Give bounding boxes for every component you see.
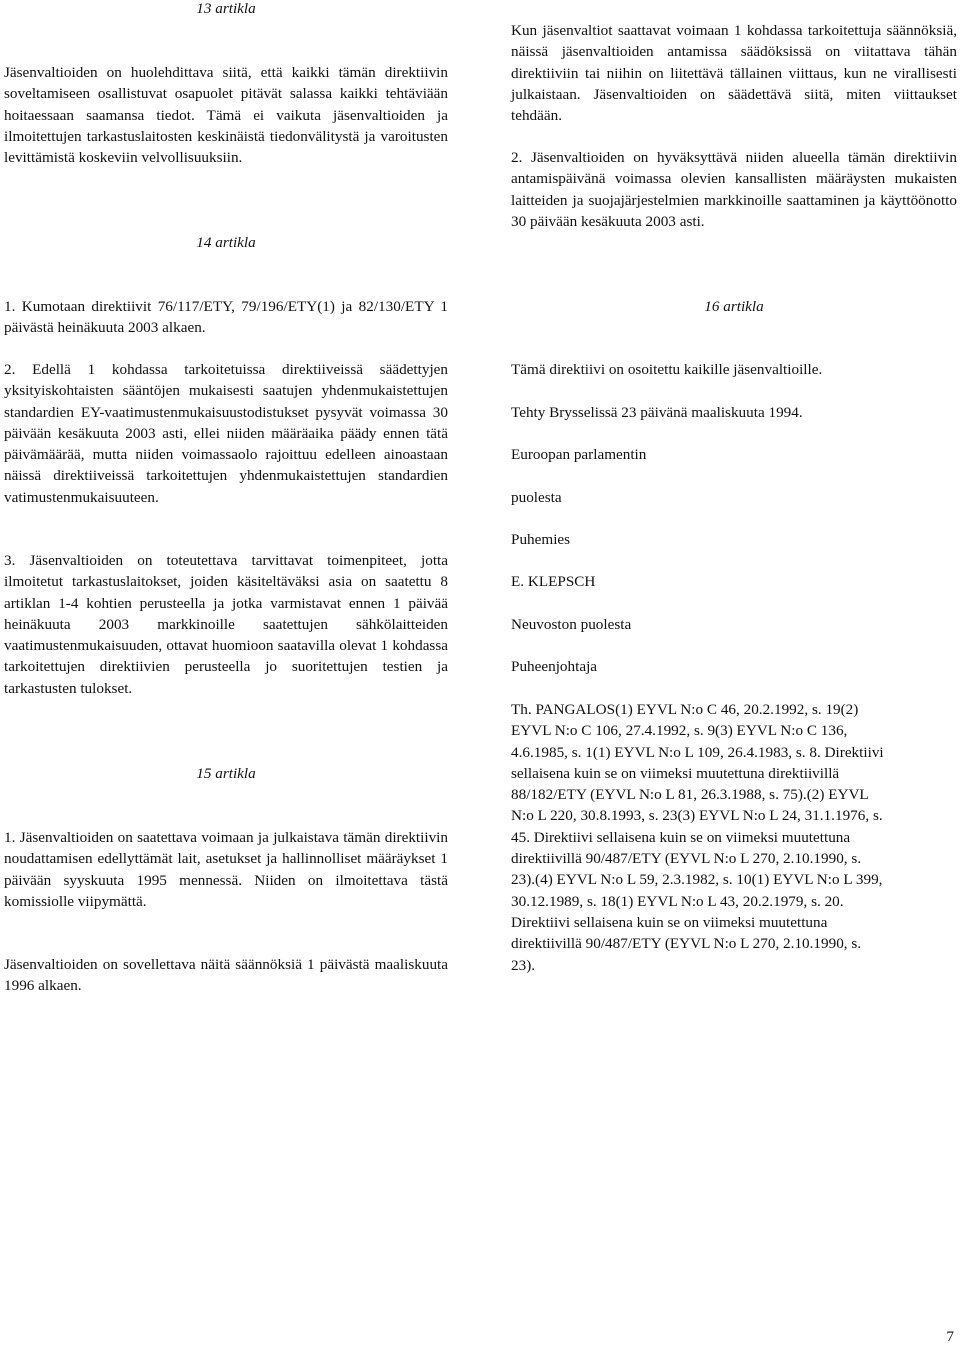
article-14-heading: 14 artikla xyxy=(196,234,256,251)
footnote-line: sellaisena kuin se on viimeksi muutettuna direktiivillä xyxy=(511,764,840,782)
footnote-line: 4.6.1985, s. 1(1) EYVL N:o L 109, 26.4.1983, s. 8. Direktiivi xyxy=(511,743,884,761)
footnote-line: N:o L 220, 30.8.1993, s. 23(3) EYVL N:o L 24, 31.1.1976, s. xyxy=(511,807,883,825)
footnote-line: 30.12.1989, s. 18(1) EYVL N:o L 43, 20.2.1979, s. 20. xyxy=(511,892,844,910)
article-15-heading: 15 artikla xyxy=(196,765,256,782)
place-and-date: Tehty Brysselissä 23 päivänä maaliskuuta 1994. xyxy=(511,404,803,421)
article-15-paragraph-1: 1. Jäsenvaltioiden on saatettava voimaan ja julkaistava tämän direktiivin noudattamisen edellyttämät lait, asetukset ja hallinnolliset määräykset 1 päivään syyskuuta 1995 mennessä. Niiden on ilmoitettava tästä komissiolle viipymättä. xyxy=(4,829,448,910)
footnote-line: Direktiivi sellaisena kuin se on viimeksi muutettuna xyxy=(511,913,828,931)
on-behalf-label: puolesta xyxy=(511,489,562,506)
article-14-paragraph-1: 1. Kumotaan direktiivit 76/117/ETY, 79/196/ETY(1) ja 82/130/ETY 1 päivästä heinäkuuta 2003 alkaen. xyxy=(4,298,448,337)
parliament-label: Euroopan parlamentin xyxy=(511,446,647,463)
chair-title: Puheenjohtaja xyxy=(511,658,598,675)
page-number: 7 xyxy=(946,1328,954,1345)
footnote-line: 23). xyxy=(511,956,536,974)
article-13-continued-paragraph-1: Kun jäsenvaltiot saattavat voimaan 1 kohdassa tarkoitettuja säännöksiä, näissä jäsenvaltioiden antamissa säädöksissä on viitattava tähän direktiiviin tai niihin on liitettävä tällainen viittaus, kun ne virallisesti julkaistaan. Jäsenvaltioiden on säädettävä siitä, miten viittaukset tehdään. xyxy=(511,22,957,125)
article-13-text: Jäsenvaltioiden on huolehdittava siitä, että kaikki tämän direktiivin soveltamiseen osallistuvat osapuolet pitävät salassa kaikki tehtäviään hoitaessaan saamansa tiedot. Tämä ei vaikuta jäsenvaltioiden ja ilmoitettujen tarkastuslaitosten keskinäistä tiedonvälitystä ja varoitusten levittämistä koskeviin velvollisuuksiin. xyxy=(4,64,448,167)
footnote-line: Th. PANGALOS(1) EYVL N:o C 46, 20.2.1992, s. 19(2) xyxy=(511,701,859,718)
footnote-line: EYVL N:o C 106, 27.4.1992, s. 9(3) EYVL N:o C 136, xyxy=(511,722,848,740)
article-13-continued-paragraph-2: 2. Jäsenvaltioiden on hyväksyttävä niiden alueella tämän direktiivin antamispäivänä voimassa olevien kansallisten määräysten mukaisten laitteiden ja suojajärjestelmien markkinoille saattaminen ja käyttöönotto 30 päivään kesäkuuta 2003 asti. xyxy=(511,149,957,230)
footnote-line: 23).(4) EYVL N:o L 59, 2.3.1982, s. 10(1) EYVL N:o L 399, xyxy=(511,871,883,889)
footnote-line: direktiivillä 90/487/ETY (EYVL N:o L 270, 2.10.1990, s. xyxy=(511,935,862,953)
addressees-statement: Tämä direktiivi on osoitettu kaikille jäsenvaltioille. xyxy=(511,361,823,378)
footnote-line: direktiivillä 90/487/ETY (EYVL N:o L 270, 2.10.1990, s. xyxy=(511,850,862,868)
article-16-heading: 16 artikla xyxy=(704,298,764,315)
article-14-paragraph-3: 3. Jäsenvaltioiden on toteutettava tarvittavat toimenpiteet, jotta ilmoitetut tarkastuslaitokset, joiden käsiteltäväksi asia on saatettu 8 artiklan 1-4 kohtien perusteella ja jotka varmistavat ennen 1 päivää heinäkuuta 2003 markkinoille saatettujen sähkölaitteiden vaatimustenmukaisuuden, ottavat huomioon saatavilla olevat 1 kohdassa tarkoitettujen direktiivien perusteella jo suoritettujen testien ja tarkastusten tulokset. xyxy=(4,552,448,697)
signatory-and-footnotes xyxy=(511,699,957,976)
article-14-paragraph-2: 2. Edellä 1 kohdassa tarkoitetuissa direktiiveissä säädettyjen yksityiskohtaisten sääntöjen mukaisesti saatujen yhdenmukaistettujen standardien EY-vaatimustenmukaisuustodistukset pysyvät voimassa 30 päivään kesäkuuta 2003 asti, ellei niiden määräaika päädy ennen tätä päivämäärää, mutta niiden voimassaolo rajoittuu edelleen ainoastaan näissä direktiiveissä tarkoitettujen yhdenmukaistettujen standardien vatimustenmukaisuuteen. xyxy=(4,361,448,506)
president-name: E. KLEPSCH xyxy=(511,573,596,590)
council-label: Neuvoston puolesta xyxy=(511,616,632,633)
president-title: Puhemies xyxy=(511,531,571,548)
footnote-line: 88/182/ETY (EYVL N:o L 81, 26.3.1988, s. 75).(2) EYVL xyxy=(511,786,869,804)
footnote-line: 45. Direktiivi sellaisena kuin se on viimeksi muutettuna xyxy=(511,828,851,846)
article-13-heading: 13 artikla xyxy=(196,0,256,17)
article-15-paragraph-2: Jäsenvaltioiden on sovellettava näitä säännöksiä 1 päivästä maaliskuuta 1996 alkaen. xyxy=(4,956,448,995)
